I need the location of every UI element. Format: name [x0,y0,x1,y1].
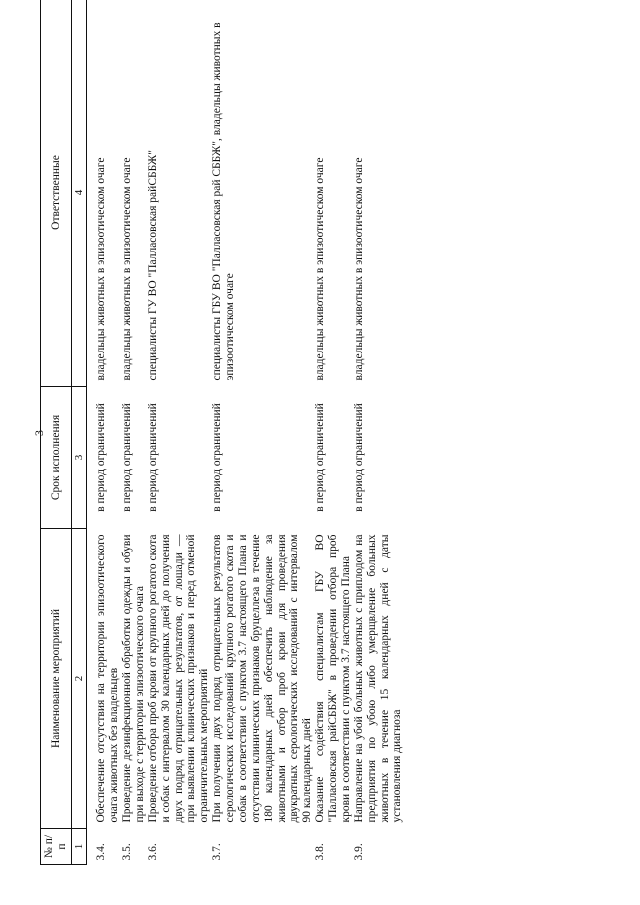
page-number: 3 [32,430,46,436]
row-responsible: владельцы животных в эпизоотическом очаге [95,157,108,381]
row-term: в период ограничений [352,403,365,512]
header-num: № п/п [41,829,72,865]
row-number: 3.4. [95,843,108,861]
row-measure: Направление на убой больных животных с приплодом на предприятия по убою либо умерщвление больных животных в течение 15 календарных дней с даты установления диагноза [352,534,404,823]
row-term: в период ограничений [146,403,159,512]
index-row [72,0,87,865]
table-row [314,0,353,865]
table-row [87,0,121,865]
table-row [147,0,211,865]
row-term: в период ограничений [121,403,134,512]
row-responsible: владельцы животных в эпизоотическом очаге [314,157,327,381]
index-name: 2 [72,529,87,829]
row-responsible: владельцы животных в эпизоотическом очаге [352,157,365,381]
header-row [41,0,72,865]
row-measure: При получении двух подряд отрицательных результатов серологических исследований крупного рогатого скота и собак в соответствии с пунктом 3.7 настоящего Плана и отсутствии клинических признаков бруцеллеза в течение 180 календарных дней обеспечить наблюдение за животными и отбор проб крови для проведения двукратных серологических исследований с интервалом 90 календарных дней [211,534,314,823]
measures-table [40,0,404,865]
header-resp: Ответственные [41,0,72,387]
header-name: Наименование мероприятий [41,529,72,829]
row-number: 3.5. [121,843,134,861]
table-row [353,0,405,865]
row-term: в период ограничений [95,403,108,512]
row-number: 3.8. [314,843,327,861]
table-row [211,0,314,865]
header-term: Срок исполнения [41,387,72,529]
row-responsible: специалисты ГУ ВО "Палласовская райСББЖ" [146,150,159,381]
table-row [121,0,147,865]
row-measure: Обеспечение отсутствия на территории эпизоотического очага животных без владельцев [95,534,121,823]
row-responsible: владельцы животных в эпизоотическом очаге [121,157,134,381]
row-term: в период ограничений [211,403,224,512]
index-num: 1 [72,829,87,865]
row-measure: Проведение дезинфекционной обработки одежды и обуви при выходе с территории эпизоотического очага [121,534,146,823]
row-number: 3.9. [352,843,365,861]
row-responsible: специалисты ГБУ ВО "Палласовская рай СББЖ", владельцы животных в эпизоотическом очаге [211,22,237,381]
index-term: 3 [72,387,87,529]
row-number: 3.7. [211,843,224,861]
row-number: 3.6. [146,843,159,861]
row-measure: Проведение отбора проб крови от крупного рогатого скота и собак с интервалом 30 календарных дней до получения двух подряд отрицательных результатов, от лошади — при выявлении клинических признаков и перед отменой ограничительных мероприятий [146,534,211,823]
row-measure: Оказание содействия специалистам ГБУ ВО "Палласовская райСББЖ" в проведении отбора проб крови в соответствии с пунктом 3.7 настоящего Плана [314,534,352,823]
row-term: в период ограничений [314,403,327,512]
index-resp: 4 [72,0,87,387]
